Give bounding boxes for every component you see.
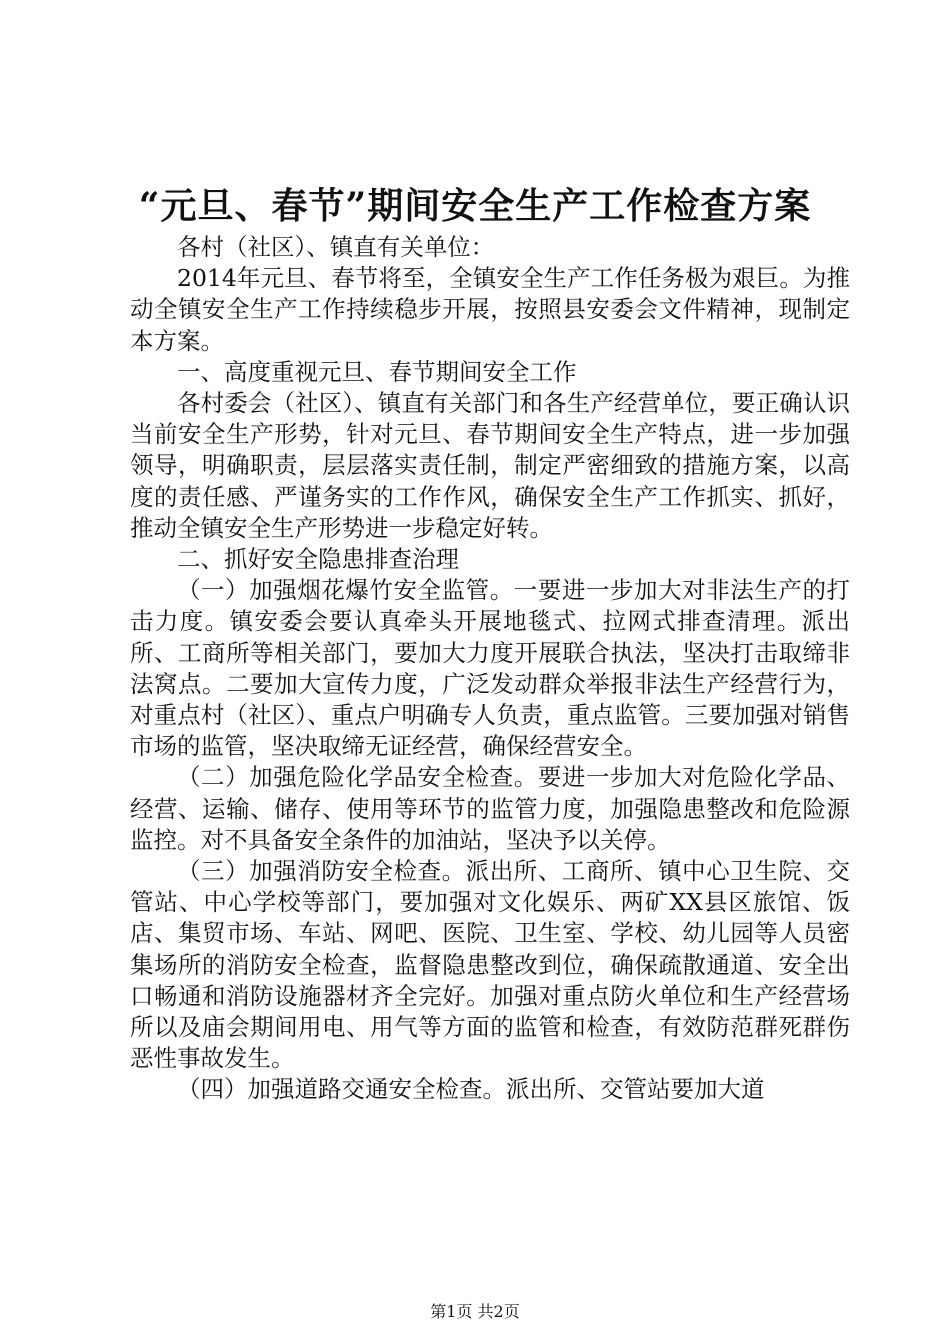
page-number: 第1页 共2页 [430, 1302, 520, 1321]
paragraph-intro: 2014年元旦、春节将至，全镇安全生产工作任务极为艰巨。为推动全镇安全生产工作持续稳步开展，按照县安委会文件精神，现制定本方案。 [130, 264, 850, 355]
paragraph-item-2: （二）加强危险化学品安全检查。要进一步加大对危险化学品、经营、运输、储存、使用等环节的监管力度，加强隐患整改和危险源监控。对不具备安全条件的加油站，坚决予以关停。 [130, 763, 850, 854]
document-title: “元旦、春节”期间安全生产工作检查方案 [138, 185, 812, 227]
paragraph-item-3: （三）加强消防安全检查。派出所、工商所、镇中心卫生院、交管站、中心学校等部门，要加强对文化娱乐、两矿XX县区旅馆、饭店、集贸市场、车站、网吧、医院、卫生室、学校、幼儿园等人员密集场所的消防安全检查，监督隐患整改到位，确保疏散通道、安全出口畅通和消防设施器材齐全完好。加强对重点防火单位和生产经营场所以及庙会期间用电、用气等方面的监管和检查，有效防范群死群伤恶性事故发生。 [130, 857, 850, 1073]
paragraph-section-1: 各村委会（社区）、镇直有关部门和各生产经营单位，要正确认识当前安全生产形势，针对元旦、春节期间安全生产特点，进一步加强领导，明确职责，层层落实责任制，制定严密细致的措施方案，以高度的责任感、严谨务实的工作作风，确保安全生产工作抓实、抓好，推动全镇安全生产形势进一步稳定好转。 [130, 389, 850, 542]
paragraph-item-4: （四）加强道路交通安全检查。派出所、交管站要加大道 [177, 1075, 765, 1104]
document-body [130, 232, 850, 1106]
paragraph-item-1: （一）加强烟花爆竹安全监管。一要进一步加大对非法生产的打击力度。镇安委会要认真牵头开展地毯式、拉网式排查清理。派出所、工商所等相关部门，要加大力度开展联合执法，坚决打击取缔非法窝点。二要加大宣传力度，广泛发动群众举报非法生产经营行为，对重点村（社区）、重点户明确专人负责，重点监管。三要加强对销售市场的监管，坚决取缔无证经营，确保经营安全。 [130, 576, 850, 761]
salutation: 各村（社区）、镇直有关单位： [177, 233, 495, 261]
section-heading-2: 二、抓好安全隐患排查治理 [177, 545, 459, 574]
section-heading-1: 一、高度重视元旦、春节期间安全工作 [177, 357, 577, 386]
